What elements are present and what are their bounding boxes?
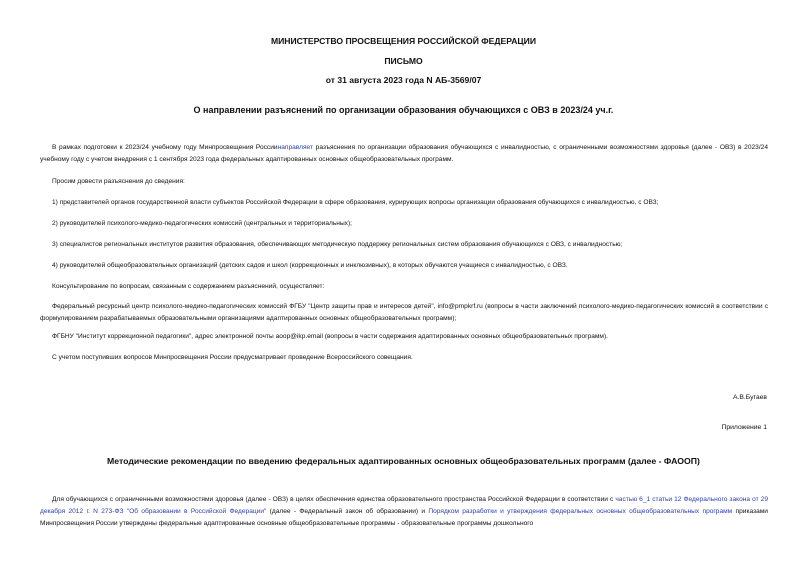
attachment-label: Приложение 1 [721,424,767,431]
signature: А.В.Бугаев [732,394,767,401]
paragraph-consulting: Консультирование по вопросам, связанным с содержанием разъяснений, осуществляет: [52,283,325,290]
napravlyaet-link[interactable]: направляет [277,144,314,151]
paragraph-federal-center: Федеральный ресурсный центр психолого-медико-педагогических комиссий ФГБУ "Центр защиты прав и интересов детей", info@pmpkrf.ru (вопросы в части заключений психолого-медико-педагогических комиссий в соответствии с формулированием разрабатываемых образовательными организациями адаптированных основных общеобразовательных программ); [40,303,768,322]
methods-intro-text-3: приказами Минпросвещения России утверждены федеральные адаптированные основные общеобразовательные программы - образовательные программы дошкольного [40,507,768,527]
paragraph-conference: С учетом поступивших вопросов Минпросвещения России предусматривает проведение Всероссийского совещания. [52,354,413,361]
date-number-heading: от 31 августа 2023 года N АБ-3569/07 [325,75,482,85]
paragraph-intro-text-end: разъяснения по организации образования обучающихся с инвалидностью, с ограниченными возможностями здоровья (далее - ОВЗ) в 2023/24 учебному году с учетом внедрения с 1 сентября 2023 года федеральных адаптированных основных общеобразовательных программ. [40,144,768,163]
paragraph-item-3: 3) специалистов региональных институтов развития образования, обеспечивающих методическую поддержку региональных систем образования обучающихся с ОВЗ, с инвалидностью; [52,241,623,248]
paragraph-request: Просим довести разъяснения до сведения: [52,178,185,185]
letter-subject: О направлении разъяснений по организации образования обучающихся с ОВЗ в 2023/24 уч.г. [193,105,614,115]
paragraph-item-2: 2) руководителей психолого-медико-педагогических комиссий (центральных и территориальных); [52,220,353,227]
development-procedure-link[interactable]: Порядком разработки и утверждения федеральных основных общеобразовательных программ [428,507,733,515]
paragraph-intro [40,142,768,165]
methods-intro-text-2: (далее - Федеральный закон об образовании) и [266,507,429,515]
paragraph-item-1: 1) представителей органов государственной власти субъектов Российской Федерации в сфере образования, курирующих вопросы организации образования обучающихся с инвалидностью, с ОВЗ; [52,199,659,206]
methods-title: Методические рекомендации по введению федеральных адаптированных основных общеобразовательных программ (далее - ФАООП) [107,456,700,466]
paragraph-item-4: 4) руководителей общеобразовательных организаций (детских садов и школ (коррекционных и инклюзивных), в которых обучаются учащиеся с инвалидностью, с ОВЗ. [52,262,568,269]
paragraph-institute: ФГБНУ "Институт коррекционной педагогики", адрес электронной почты aoop@ikp.email (вопросы в части содержания адаптированных основных общеобразовательных программ). [52,333,608,340]
law-article-link[interactable]: частью 6_1 статьи 12 Федерального закона от 29 декабря 2012 г. N 273-ФЗ "Об образовании в Российской Федерации" [40,496,768,515]
paragraph-methods-intro [40,494,768,529]
ministry-heading: МИНИСТЕРСТВО ПРОСВЕЩЕНИЯ РОССИЙСКОЙ ФЕДЕРАЦИИ [270,36,537,46]
paragraph-intro-text-start: В рамках подготовки к 2023/24 учебному году Минпросвещения России [52,144,278,151]
methods-intro-text-1: Для обучающихся с ограниченными возможностями здоровья (далее - ОВЗ) в целях обеспечения единства образовательного пространства Российской Федерации в соответствии с [52,496,616,503]
document-type-heading: ПИСЬМО [384,56,423,66]
